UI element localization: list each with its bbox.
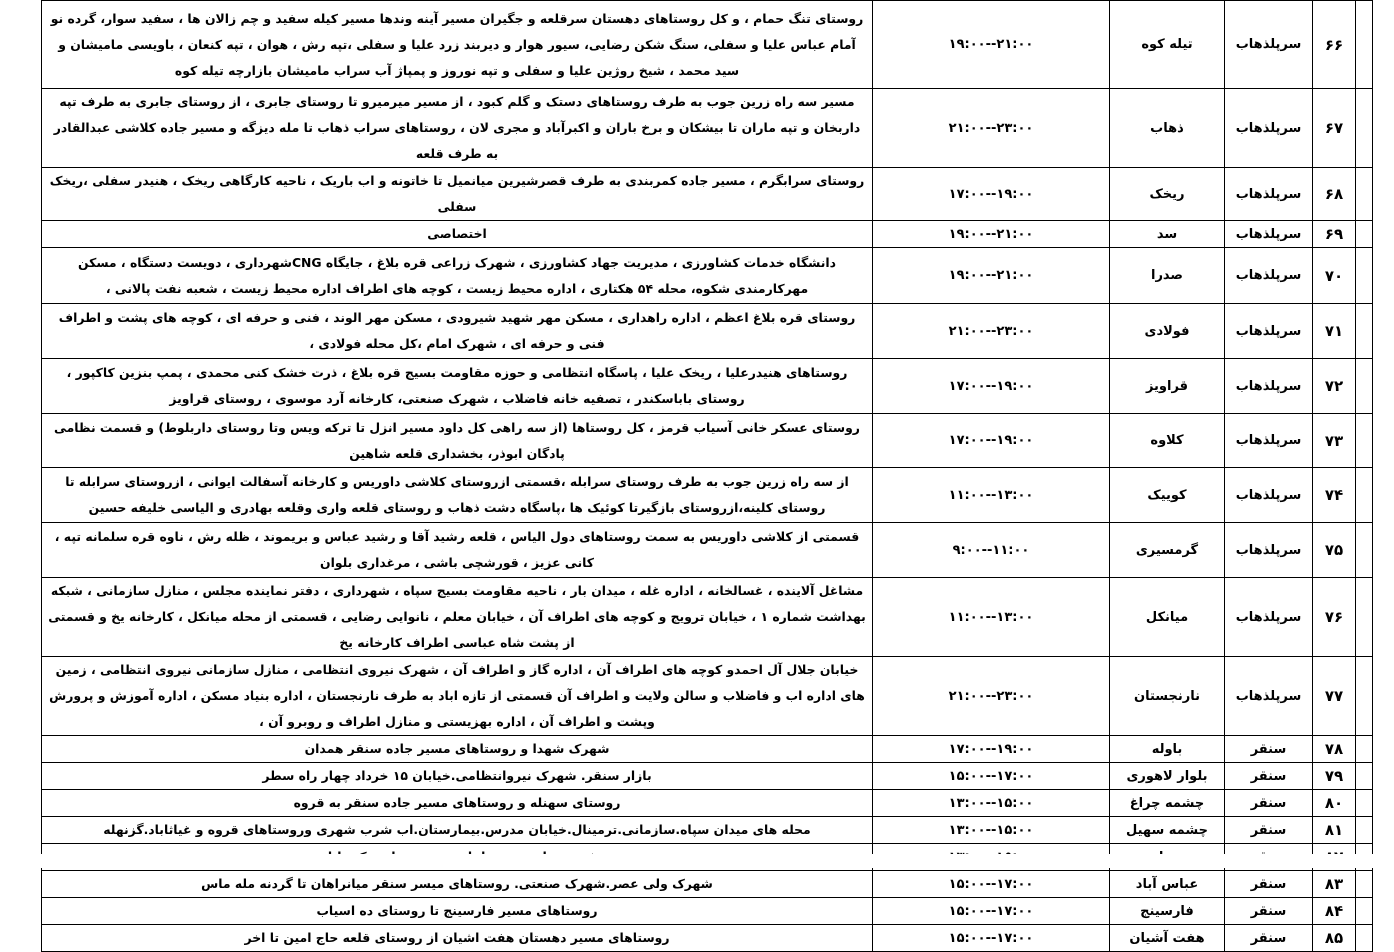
row-number: ۷۷ bbox=[1313, 657, 1356, 736]
affected-area-cell: روستاهای مسیر دهستان هفت اشیان از روستای قلعه حاج امین تا اخر bbox=[42, 925, 873, 952]
outage-time-cell: ۱۷:۰۰--۱۹:۰۰ bbox=[873, 359, 1110, 414]
affected-area-cell: دانشگاه خدمات کشاورزی ، مدیریت جهاد کشاورزی ، شهرک زراعی قره بلاغ ، جایگاه CNGشهرداری ، دویست دستگاه ، مسکن مهرکارمندی شکوه، محله ۵۴ هکتاری ، اداره محیط زیست ، کوچه های اطراف اداره محیط زیست ، شعبه نفت پالانی ، bbox=[42, 248, 873, 304]
city-cell: سرپلذهاب bbox=[1225, 414, 1313, 468]
blank-cell bbox=[1356, 414, 1373, 468]
table-row bbox=[42, 763, 1373, 790]
feeder-cell: فارسینج bbox=[1110, 898, 1225, 925]
city-cell: سرپلذهاب bbox=[1225, 221, 1313, 248]
outage-time-cell: ۱۹:۰۰--۲۱:۰۰ bbox=[873, 1, 1110, 89]
outage-time-cell: ۲۱:۰۰--۲۳:۰۰ bbox=[873, 89, 1110, 168]
table-row bbox=[42, 925, 1373, 952]
city-cell: سرپلذهاب bbox=[1225, 359, 1313, 414]
outage-time-cell: ۲۱:۰۰--۲۳:۰۰ bbox=[873, 304, 1110, 359]
table-row bbox=[42, 817, 1373, 844]
feeder-cell: کلاوه bbox=[1110, 414, 1225, 468]
city-cell: سرپلذهاب bbox=[1225, 304, 1313, 359]
outage-time-cell: ۱۹:۰۰--۲۱:۰۰ bbox=[873, 248, 1110, 304]
blank-cell bbox=[1356, 736, 1373, 763]
feeder-cell: گرمسیری bbox=[1110, 523, 1225, 578]
outage-time-cell: ۱۹:۰۰--۲۱:۰۰ bbox=[873, 221, 1110, 248]
affected-area-cell: اختصاصی bbox=[42, 221, 873, 248]
blank-cell bbox=[1356, 468, 1373, 523]
city-cell: سنقر bbox=[1225, 763, 1313, 790]
blank-cell bbox=[1356, 359, 1373, 414]
row-number: ۷۲ bbox=[1313, 359, 1356, 414]
table-row bbox=[42, 790, 1373, 817]
row-number: ۷۱ bbox=[1313, 304, 1356, 359]
outage-time-cell: ۱۳:۰۰--۱۵:۰۰ bbox=[873, 790, 1110, 817]
affected-area-cell: روستای عسکر خانی آسیاب قرمز ، کل روستاها (از سه راهی کل داود مسیر انزل تا ترکه ویس وتا روستای داربلوط) و قسمت نظامی پادگان ابوذر، بخشداری قلعه شاهین bbox=[42, 414, 873, 468]
blank-cell bbox=[1356, 304, 1373, 359]
blank-cell bbox=[1356, 578, 1373, 657]
outage-time-cell: ۱۱:۰۰--۱۳:۰۰ bbox=[873, 578, 1110, 657]
outage-time-cell: ۱۵:۰۰--۱۷:۰۰ bbox=[873, 763, 1110, 790]
feeder-cell: ذهاب bbox=[1110, 89, 1225, 168]
feeder-cell: نارنجستان bbox=[1110, 657, 1225, 736]
feeder-cell: چشمه چراغ bbox=[1110, 790, 1225, 817]
row-number: ۸۱ bbox=[1313, 817, 1356, 844]
feeder-cell: تیله کوه bbox=[1110, 1, 1225, 89]
blank-cell bbox=[1356, 168, 1373, 221]
table-row bbox=[42, 871, 1373, 898]
blank-cell bbox=[1356, 871, 1373, 898]
outage-time-cell: ۱۷:۰۰--۱۹:۰۰ bbox=[873, 736, 1110, 763]
table-row bbox=[42, 657, 1373, 736]
row-number: ۷۳ bbox=[1313, 414, 1356, 468]
city-cell: سرپلذهاب bbox=[1225, 578, 1313, 657]
outage-time-cell: ۱۵:۰۰--۱۷:۰۰ bbox=[873, 898, 1110, 925]
row-number: ۷۶ bbox=[1313, 578, 1356, 657]
feeder-cell: باوله bbox=[1110, 736, 1225, 763]
feeder-cell: هفت آشیان bbox=[1110, 925, 1225, 952]
feeder-cell: میانکل bbox=[1110, 578, 1225, 657]
affected-area-cell: مسیر سه راه زرین جوب به طرف روستاهای دستک و گلم کبود ، از مسیر میرمیرو تا روستای جابری ، از روستای جابری به طرف تپه داربخان و تپه ماران تا بیشکان و برخ باران و اکبرآباد و مجری لان ، روستاهای سراب ذهاب تا مله دیزگه و مسیر جاده کلاشی عبدالقادر به طرف قلعه bbox=[42, 89, 873, 168]
affected-area-cell: روستاهای مسیر فارسینج تا روستای ده اسیاب bbox=[42, 898, 873, 925]
page-bottom-margin bbox=[0, 854, 1394, 868]
outage-time-cell: ۲۱:۰۰--۲۳:۰۰ bbox=[873, 657, 1110, 736]
city-cell: سنقر bbox=[1225, 736, 1313, 763]
blank-cell bbox=[1356, 790, 1373, 817]
outage-time-cell: ۱۵:۰۰--۱۷:۰۰ bbox=[873, 925, 1110, 952]
row-number: ۷۹ bbox=[1313, 763, 1356, 790]
feeder-cell: سد bbox=[1110, 221, 1225, 248]
affected-area-cell: خیابان جلال آل احمدو کوچه های اطراف آن ، اداره گاز و اطراف آن ، شهرک نیروی انتظامی ، منازل سازمانی نیروی انتظامی ، زمین های اداره اب و فاضلاب و سالن ولایت و اطراف آن قسمتی از تازه اباد به طرف نارنجستان ، اداره بنیاد مسکن ، اداره آموزش و پرورش وپشت و اطراف آن ، اداره بهزیستی و منازل اطراف و روبرو آن ، bbox=[42, 657, 873, 736]
feeder-cell: قراویز bbox=[1110, 359, 1225, 414]
table-row bbox=[42, 468, 1373, 523]
table-row bbox=[42, 523, 1373, 578]
table-row bbox=[42, 248, 1373, 304]
city-cell: سنقر bbox=[1225, 925, 1313, 952]
feeder-cell: کوییک bbox=[1110, 468, 1225, 523]
blank-cell bbox=[1356, 523, 1373, 578]
table-row bbox=[42, 304, 1373, 359]
outage-time-cell: ۱۱:۰۰--۱۳:۰۰ bbox=[873, 468, 1110, 523]
affected-area-cell: شهرک شهدا و روستاهای مسیر جاده سنقر همدان bbox=[42, 736, 873, 763]
city-cell: سنقر bbox=[1225, 790, 1313, 817]
row-number: ۷۸ bbox=[1313, 736, 1356, 763]
city-cell: سرپلذهاب bbox=[1225, 468, 1313, 523]
blank-cell bbox=[1356, 657, 1373, 736]
city-cell: سرپلذهاب bbox=[1225, 523, 1313, 578]
table-row bbox=[42, 89, 1373, 168]
affected-area-cell: مشاغل آلاینده ، غسالخانه ، اداره غله ، میدان بار ، ناحیه مقاومت بسیج سپاه ، شهرداری ، دفتر نماینده مجلس ، منازل سازمانی ، شبکه بهداشت شماره ۱ ، خیابان ترویج و کوچه های اطراف آن ، خیابان معلم ، نانوایی رضایی ، قسمتی از محله میانکل ، کارخانه یخ و قسمتی از پشت شاه عباسی اطراف کارخانه یخ bbox=[42, 578, 873, 657]
affected-area-cell: روستاهای هنیدرعلیا ، ریخک علیا ، پاسگاه انتظامی و حوزه مقاومت بسیج قره بلاغ ، ذرت خشک کنی محمدی ، پمپ بنزین کاکپور ، روستای باباسکندر ، تصفیه خانه فاضلاب ، شهرک صنعتی، کارخانه آرد موسوی ، روستای قراویز bbox=[42, 359, 873, 414]
feeder-cell: چشمه سهیل bbox=[1110, 817, 1225, 844]
table-row bbox=[42, 1, 1373, 89]
feeder-cell: صدرا bbox=[1110, 248, 1225, 304]
feeder-cell: فولادی bbox=[1110, 304, 1225, 359]
outage-time-cell: ۹:۰۰--۱۱:۰۰ bbox=[873, 523, 1110, 578]
city-cell: سرپلذهاب bbox=[1225, 89, 1313, 168]
row-number: ۸۴ bbox=[1313, 898, 1356, 925]
table-row bbox=[42, 221, 1373, 248]
outage-time-cell: ۱۵:۰۰--۱۷:۰۰ bbox=[873, 871, 1110, 898]
outage-schedule-table bbox=[41, 0, 1373, 952]
affected-area-cell: روستای قره بلاغ اعظم ، اداره راهداری ، مسکن مهر شهید شیرودی ، مسکن مهر الوند ، فنی و حرفه ای ، کوچه های پشت و اطراف فنی و حرفه ای ، شهرک امام ،کل محله فولادی ، bbox=[42, 304, 873, 359]
city-cell: سنقر bbox=[1225, 817, 1313, 844]
city-cell: سرپلذهاب bbox=[1225, 657, 1313, 736]
blank-cell bbox=[1356, 817, 1373, 844]
affected-area-cell: روستای تنگ حمام ، و کل روستاهای دهستان سرقلعه و جگیران مسیر آینه وندها مسیر کیله سفید و چم زالان ها ، سفید سوار، گرده نو آمام عباس علیا و سفلی، سنگ شکن رضایی، سیور هوار و دیربند زرد علیا و سفلی ،تپه رش ، هوان ، تپه کنعان ، باویسی مامیشان و سید محمد ، شیخ روژین علیا و سفلی و تپه نوروز و پمپاژ آب سراب مامیشان بازارچه تیله کوه bbox=[42, 1, 873, 89]
city-cell: سنقر bbox=[1225, 871, 1313, 898]
row-number: ۶۶ bbox=[1313, 1, 1356, 89]
feeder-cell: عباس آباد bbox=[1110, 871, 1225, 898]
table-row bbox=[42, 578, 1373, 657]
table-row bbox=[42, 898, 1373, 925]
city-cell: سرپلذهاب bbox=[1225, 1, 1313, 89]
table-body bbox=[42, 1, 1373, 952]
affected-area-cell: قسمتی از کلاشی داوریس به سمت روستاهای دول الیاس ، قلعه رشید آقا و رشید عباس و بریموند ، ظله رش ، ناوه قره سلمانه تپه ، کانی عزیز ، قورشچی باشی ، مرغداری بلوان bbox=[42, 523, 873, 578]
blank-cell bbox=[1356, 763, 1373, 790]
city-cell: سنقر bbox=[1225, 898, 1313, 925]
feeder-cell: ریخک bbox=[1110, 168, 1225, 221]
row-number: ۸۵ bbox=[1313, 925, 1356, 952]
affected-area-cell: محله های میدان سپاه.سازمانی.ترمینال.خیابان مدرس.بیمارستان.اب شرب شهری وروستاهای قروه و غیاثاباد.گزنهله bbox=[42, 817, 873, 844]
outage-time-cell: ۱۷:۰۰--۱۹:۰۰ bbox=[873, 168, 1110, 221]
feeder-cell: بلوار لاهوری bbox=[1110, 763, 1225, 790]
blank-cell bbox=[1356, 1, 1373, 89]
row-number: ۷۰ bbox=[1313, 248, 1356, 304]
table-row bbox=[42, 736, 1373, 763]
row-number: ۸۰ bbox=[1313, 790, 1356, 817]
blank-cell bbox=[1356, 221, 1373, 248]
city-cell: سرپلذهاب bbox=[1225, 248, 1313, 304]
table-row bbox=[42, 359, 1373, 414]
row-number: ۶۷ bbox=[1313, 89, 1356, 168]
affected-area-cell: شهرک ولی عصر.شهرک صنعتی. روستاهای میسر سنقر میانراهان تا گردنه مله ماس bbox=[42, 871, 873, 898]
affected-area-cell: از سه راه زرین جوب به طرف روستای سرابله ،قسمتی ازروستای کلاشی داوریس و کارخانه آسفالت ایوانی ، ازروستای سرابله تا روستای کلینه،ازروستای بازگیرتا کوئیک ها ،پاسگاه دشت ذهاب و روستای قلعه واری وقلعه بهادری و الیاسی خلیفه حسین bbox=[42, 468, 873, 523]
outage-time-cell: ۱۷:۰۰--۱۹:۰۰ bbox=[873, 414, 1110, 468]
row-number: ۷۴ bbox=[1313, 468, 1356, 523]
table-row bbox=[42, 168, 1373, 221]
row-number: ۸۳ bbox=[1313, 871, 1356, 898]
blank-cell bbox=[1356, 898, 1373, 925]
blank-cell bbox=[1356, 248, 1373, 304]
row-number: ۶۹ bbox=[1313, 221, 1356, 248]
city-cell: سرپلذهاب bbox=[1225, 168, 1313, 221]
blank-cell bbox=[1356, 925, 1373, 952]
affected-area-cell: روستای سهنله و روستاهای مسیر جاده سنقر به قروه bbox=[42, 790, 873, 817]
outage-time-cell: ۱۳:۰۰--۱۵:۰۰ bbox=[873, 817, 1110, 844]
row-number: ۶۸ bbox=[1313, 168, 1356, 221]
table-row bbox=[42, 414, 1373, 468]
affected-area-cell: روستای سرابگرم ، مسیر جاده کمربندی به طرف قصرشیرین میانمیل تا خاتونه و اب باریک ، ناحیه کارگاهی ریخک ، هنیدر سفلی ،ریخک سفلی bbox=[42, 168, 873, 221]
affected-area-cell: بازار سنقر. شهرک نیروانتظامی.خیابان ۱۵ خرداد چهار راه سطر bbox=[42, 763, 873, 790]
blank-cell bbox=[1356, 89, 1373, 168]
row-number: ۷۵ bbox=[1313, 523, 1356, 578]
